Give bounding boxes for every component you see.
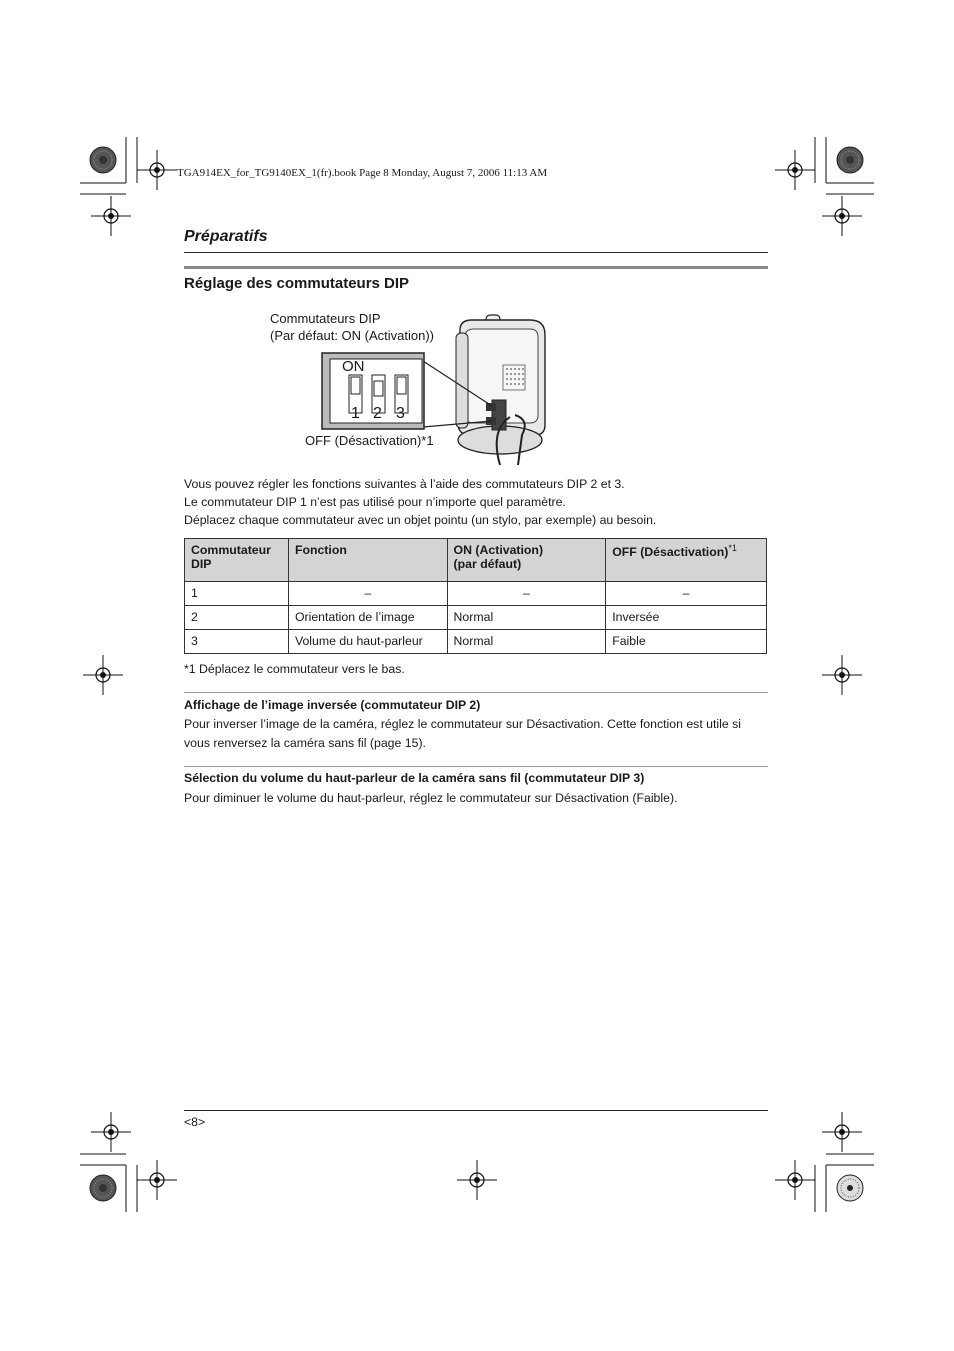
section-rule <box>184 766 768 767</box>
heading-rule <box>184 266 768 269</box>
label-default: (Par défaut: ON (Activation)) <box>270 328 434 343</box>
label-switches: Commutateurs DIP <box>270 311 381 326</box>
col-header-on: ON (Activation) (par défaut) <box>447 539 606 582</box>
page-number: <8> <box>184 1115 206 1129</box>
camera-illustration <box>260 305 560 475</box>
dip-settings-table <box>184 538 767 654</box>
section-title-speaker-volume: Sélection du volume du haut-parleur de la caméra sans fil (commutateur DIP 3) <box>184 771 645 785</box>
cell-switch: 3 <box>185 630 289 654</box>
page-heading: Réglage des commutateurs DIP <box>184 275 410 292</box>
section-body-speaker-volume: Pour diminuer le volume du haut-parleur, réglez le commutateur sur Désactivation (Faible). <box>184 791 678 805</box>
cell-function: Volume du haut-parleur <box>288 630 447 654</box>
section-title: Préparatifs <box>184 228 268 245</box>
intro-line-2: Le commutateur DIP 1 n’est pas utilisé pour n’importe quel paramètre. <box>184 495 566 509</box>
section-title-inverted-image: Affichage de l’image inversée (commutateur DIP 2) <box>184 698 481 712</box>
switch-number-2: 2 <box>373 405 382 422</box>
label-on: ON <box>342 358 365 375</box>
cell-on: Normal <box>447 630 606 654</box>
footer-rule <box>184 1110 768 1111</box>
section-body-inverted-image: Pour inverser l’image de la caméra, réglez le commutateur sur Désactivation. Cette fonction est utile si vous renversez la caméra sans fil (page 15). <box>184 717 742 750</box>
cell-off: Faible <box>606 630 767 654</box>
label-off: OFF (Désactivation)*1 <box>305 433 434 448</box>
switch-number-1: 1 <box>351 405 360 422</box>
cell-off: Inversée <box>606 606 767 630</box>
cell-switch: 2 <box>185 606 289 630</box>
cell-on: Normal <box>447 606 606 630</box>
table-row <box>185 582 767 606</box>
cell-function: Orientation de l’image <box>288 606 447 630</box>
cell-off: – <box>606 582 767 606</box>
cell-function: – <box>288 582 447 606</box>
intro-line-3: Déplacez chaque commutateur avec un objet pointu (un stylo, par exemple) au besoin. <box>184 513 657 527</box>
section-rule <box>184 692 768 693</box>
footnote: *1 Déplacez le commutateur vers le bas. <box>184 662 405 676</box>
dip-switch-diagram <box>260 305 560 475</box>
intro-line-1: Vous pouvez régler les fonctions suivantes à l’aide des commutateurs DIP 2 et 3. <box>184 477 625 491</box>
switch-number-3: 3 <box>396 405 405 422</box>
header-rule <box>184 252 768 253</box>
table-header-row <box>185 539 767 582</box>
cell-switch: 1 <box>185 582 289 606</box>
cell-on: – <box>447 582 606 606</box>
book-info-line: TGA914EX_for_TG9140EX_1(fr).book Page 8 Monday, August 7, 2006 11:13 AM <box>177 167 548 179</box>
table-row <box>185 606 767 630</box>
table-row <box>185 630 767 654</box>
col-header-off: OFF (Désactivation)$^{*1}$ <box>606 539 767 582</box>
col-header-switch: Commutateur DIP <box>185 539 289 582</box>
col-header-function: Fonction <box>288 539 447 582</box>
